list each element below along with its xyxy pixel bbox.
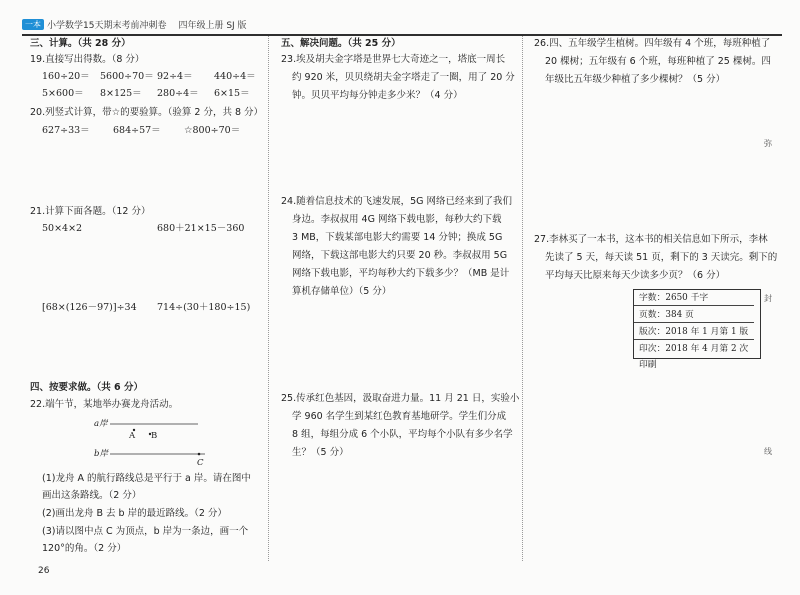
q24-line: 3 MB，下载某部电影大约需要 14 分钟；换成 5G bbox=[292, 232, 503, 243]
q19-item: 92÷4＝ bbox=[157, 71, 193, 82]
q25-line: 生？（5 分） bbox=[292, 447, 349, 458]
book-logo: 一本 bbox=[22, 19, 44, 30]
q27-line: 27.李林买了一本书，这本书的相关信息如下所示，李林 bbox=[534, 234, 768, 245]
q19-item: 160÷20＝ bbox=[42, 71, 90, 82]
q24-line: 身边。李叔叔用 4G 网络下载电影，每秒大约下载 bbox=[292, 214, 502, 225]
section-4-title: 四、按要求做。（共 6 分） bbox=[30, 382, 143, 393]
bank-b-label: b岸 bbox=[94, 449, 108, 459]
q19-item: 280÷4＝ bbox=[157, 88, 199, 99]
q22-line: 120°的角。（2 分） bbox=[42, 543, 127, 554]
q24-line: 24.随着信息技术的飞速发展，5G 网络已经来到了我们 bbox=[281, 196, 513, 207]
q24-line: 网络，下载这部电影大约只要 20 秒。李叔叔用 5G bbox=[292, 250, 508, 261]
book-info-row: 版次：2018 年 1 月第 1 版 bbox=[634, 324, 754, 340]
q19-item: 8×125＝ bbox=[100, 88, 142, 99]
q21-title: 21.计算下面各题。（12 分） bbox=[30, 206, 151, 217]
q19-item: 5×600＝ bbox=[42, 88, 84, 99]
q21-item: [68×(126－97)]÷34 bbox=[42, 302, 137, 313]
seal-label: 弥 bbox=[764, 139, 772, 148]
bank-a-label: a岸 bbox=[94, 419, 108, 429]
q21-item: 50×4×2 bbox=[42, 223, 83, 234]
q19-item: 6×15＝ bbox=[214, 88, 250, 99]
section-5-title: 五、解决问题。（共 25 分） bbox=[281, 38, 401, 49]
q22-line: (2)画出龙舟 B 去 b 岸的最近路线。（2 分） bbox=[42, 508, 227, 519]
q27-line: 先读了 5 天，每天读 51 页，剩下的 3 天读完。剩下的 bbox=[545, 252, 778, 263]
q21-item: 680＋21×15－360 bbox=[157, 223, 245, 234]
q22-line: (3)请以图中点 C 为顶点，b 岸为一条边，画一个 bbox=[42, 526, 249, 537]
q19-item: 440÷4＝ bbox=[214, 71, 256, 82]
seal-label: 线 bbox=[764, 447, 772, 456]
q20-item: 684÷57＝ bbox=[113, 125, 161, 136]
q21-item: 714÷(30＋180÷15) bbox=[157, 302, 251, 313]
q19-title: 19.直接写出得数。（8 分） bbox=[30, 54, 145, 65]
q26-line: 20 棵树；五年级有 6 个班，每班种植了 25 棵树。四 bbox=[545, 56, 771, 67]
book-info-row: 页数：384 页 bbox=[634, 307, 754, 323]
point-c-label: C bbox=[197, 458, 204, 468]
seal-label: 封 bbox=[764, 294, 772, 303]
book-info-row: 字数：2650 千字 bbox=[634, 290, 754, 306]
book-info-row: 印次：2018 年 4 月第 2 次印刷 bbox=[639, 344, 749, 370]
book-info-table bbox=[633, 289, 761, 370]
q24-line: 算机存储单位）（5 分） bbox=[292, 286, 392, 297]
q26-line: 年级比五年级少种植了多少棵树？（5 分） bbox=[545, 74, 726, 85]
section-3-title: 三、计算。（共 28 分） bbox=[30, 38, 131, 49]
q20-item: ☆800÷70＝ bbox=[184, 125, 241, 136]
point-b-label: B bbox=[151, 431, 158, 441]
q22-line: 画出这条路线。（2 分） bbox=[42, 490, 142, 501]
q25-line: 学 960 名学生到某红色教育基地研学。学生们分成 bbox=[292, 411, 507, 422]
q23-line: 钟。贝贝平均每分钟走多少米？（4 分） bbox=[292, 90, 463, 101]
page-number: 26 bbox=[38, 566, 50, 576]
grade-label: 四年级上册 SJ 版 bbox=[178, 20, 247, 31]
q27-line: 平均每天比原来每天少读多少页？（6 分） bbox=[545, 270, 726, 281]
point-a-label: A bbox=[129, 431, 136, 441]
q25-line: 25.传承红色基因，汲取奋进力量。11 月 21 日，实验小 bbox=[281, 393, 520, 404]
q22-title: 22.端午节，某地举办赛龙舟活动。 bbox=[30, 399, 179, 410]
q24-line: 网络下载电影，平均每秒大约下载多少？（MB 是计 bbox=[292, 268, 510, 279]
q20-item: 627÷33＝ bbox=[42, 125, 90, 136]
q26-line: 26.四、五年级学生植树。四年级有 4 个班，每班种植了 bbox=[534, 38, 771, 49]
q25-line: 8 组，每组分成 6 个小队，平均每个小队有多少名学 bbox=[292, 429, 513, 440]
q20-title: 20.列竖式计算，带☆的要验算。（验算 2 分，共 8 分） bbox=[30, 107, 264, 118]
q23-line: 23.埃及胡夫金字塔是世界七大奇迹之一，塔底一周长 bbox=[281, 54, 506, 65]
q23-line: 约 920 米，贝贝绕胡夫金字塔走了一圈，用了 20 分 bbox=[292, 72, 515, 83]
q19-item: 5600÷70＝ bbox=[100, 71, 154, 82]
q22-line: (1)龙舟 A 的航行路线总是平行于 a 岸。请在图中 bbox=[42, 473, 251, 484]
point-c bbox=[198, 453, 201, 456]
book-title: 小学数学15天期末考前冲刺卷 bbox=[47, 20, 167, 31]
